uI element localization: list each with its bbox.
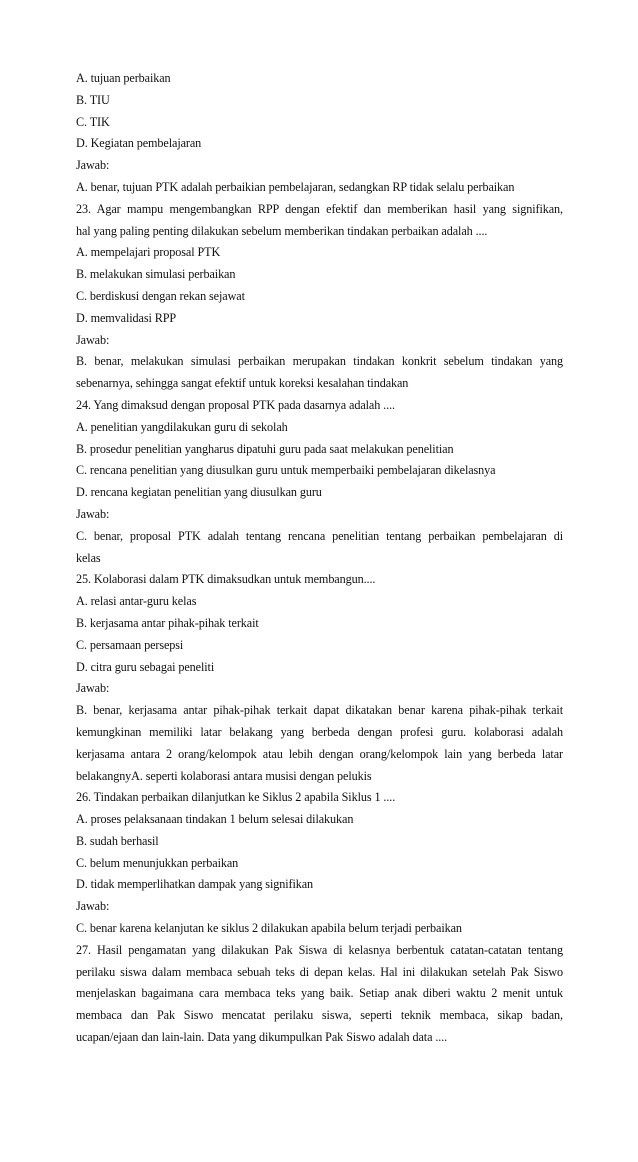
text-line: menjelaskan bagaimana cara membaca teks yang baik. Setiap anak diberi waktu 2 menit untuk xyxy=(76,986,563,1001)
text-line: 27. Hasil pengamatan yang dilakukan Pak Siswa di kelasnya berbentuk catatan-catatan tentang xyxy=(76,942,563,957)
text-line: Jawab: xyxy=(76,158,110,173)
text-line: perilaku siswa dalam membaca sebuah teks di depan kelas. Hal ini dilakukan setelah Pak Siswo xyxy=(76,964,563,979)
text-line: B. melakukan simulasi perbaikan xyxy=(76,267,236,282)
text-line: Jawab: xyxy=(76,506,110,521)
text-line: B. benar, kerjasama antar pihak-pihak terkait dapat dikatakan benar karena pihak-pihak terkait xyxy=(76,703,563,718)
text-line: C. persamaan persepsi xyxy=(76,637,184,652)
text-line: 25. Kolaborasi dalam PTK dimaksudkan untuk membangun.... xyxy=(76,572,376,587)
text-line: A. mempelajari proposal PTK xyxy=(76,245,221,260)
text-line: B. benar, melakukan simulasi perbaikan merupakan tindakan konkrit sebelum tindakan yang xyxy=(76,354,563,369)
text-line: C. belum menunjukkan perbaikan xyxy=(76,855,239,870)
text-line: B. TIU xyxy=(76,92,110,107)
text-line: D. citra guru sebagai peneliti xyxy=(76,659,215,674)
text-line: A. relasi antar-guru kelas xyxy=(76,594,197,609)
text-line: ucapan/ejaan dan lain-lain. Data yang dikumpulkan Pak Siswo adalah data .... xyxy=(76,1030,448,1045)
text-line: kerjasama antara 2 orang/kelompok atau lebih dengan orang/kelompok lain yang berbeda latar xyxy=(76,746,563,761)
text-line: kelas xyxy=(76,550,101,565)
document-page xyxy=(76,68,563,1049)
text-line: sebenarnya, sehingga sangat efektif untuk koreksi kesalahan tindakan xyxy=(76,376,409,391)
text-line: kemungkinan memiliki latar belakang yang berbeda dengan profesi guru. kolaborasi adalah xyxy=(76,724,563,739)
text-line: C. benar, proposal PTK adalah tentang rencana penelitian tentang perbaikan pembelajaran di xyxy=(76,528,563,543)
text-line: membaca dan Pak Siswo mencatat perilaku siswa, seperti teknik membaca, sikap badan, xyxy=(76,1008,563,1023)
text-line: C. berdiskusi dengan rekan sejawat xyxy=(76,288,245,303)
text-line: C. TIK xyxy=(76,114,110,129)
text-line: hal yang paling penting dilakukan sebelum memberikan tindakan perbaikan adalah .... xyxy=(76,223,488,238)
text-line: B. prosedur penelitian yangharus dipatuhi guru pada saat melakukan penelitian xyxy=(76,441,454,456)
text-line: B. sudah berhasil xyxy=(76,833,159,848)
text-line: A. tujuan perbaikan xyxy=(76,71,171,85)
text-line: A. penelitian yangdilakukan guru di sekolah xyxy=(76,419,288,434)
text-line: 24. Yang dimaksud dengan proposal PTK pada dasarnya adalah .... xyxy=(76,397,395,412)
text-line: A. benar, tujuan PTK adalah perbaikian pembelajaran, sedangkan RP tidak selalu perbaikan xyxy=(76,179,515,194)
text-line: B. kerjasama antar pihak-pihak terkait xyxy=(76,615,259,630)
text-line: A. proses pelaksanaan tindakan 1 belum selesai dilakukan xyxy=(76,812,354,827)
text-line: Jawab: xyxy=(76,681,110,696)
text-line: Jawab: xyxy=(76,899,110,914)
text-line: D. rencana kegiatan penelitian yang diusulkan guru xyxy=(76,485,322,500)
text-line: C. rencana penelitian yang diusulkan guru untuk memperbaiki pembelajaran dikelasnya xyxy=(76,463,496,478)
text-line: D. tidak memperlihatkan dampak yang signifikan xyxy=(76,877,314,892)
text-line: belakangnyA. seperti kolaborasi antara musisi dengan pelukis xyxy=(76,768,372,783)
text-line: D. memvalidasi RPP xyxy=(76,310,177,325)
text-line: D. Kegiatan pembelajaran xyxy=(76,136,202,151)
text-line: 26. Tindakan perbaikan dilanjutkan ke Siklus 2 apabila Siklus 1 .... xyxy=(76,790,396,805)
text-line: C. benar karena kelanjutan ke siklus 2 dilakukan apabila belum terjadi perbaikan xyxy=(76,921,462,936)
text-line: 23. Agar mampu mengembangkan RPP dengan efektif dan memberikan hasil yang signifikan, xyxy=(76,201,563,216)
text-line: Jawab: xyxy=(76,332,110,347)
